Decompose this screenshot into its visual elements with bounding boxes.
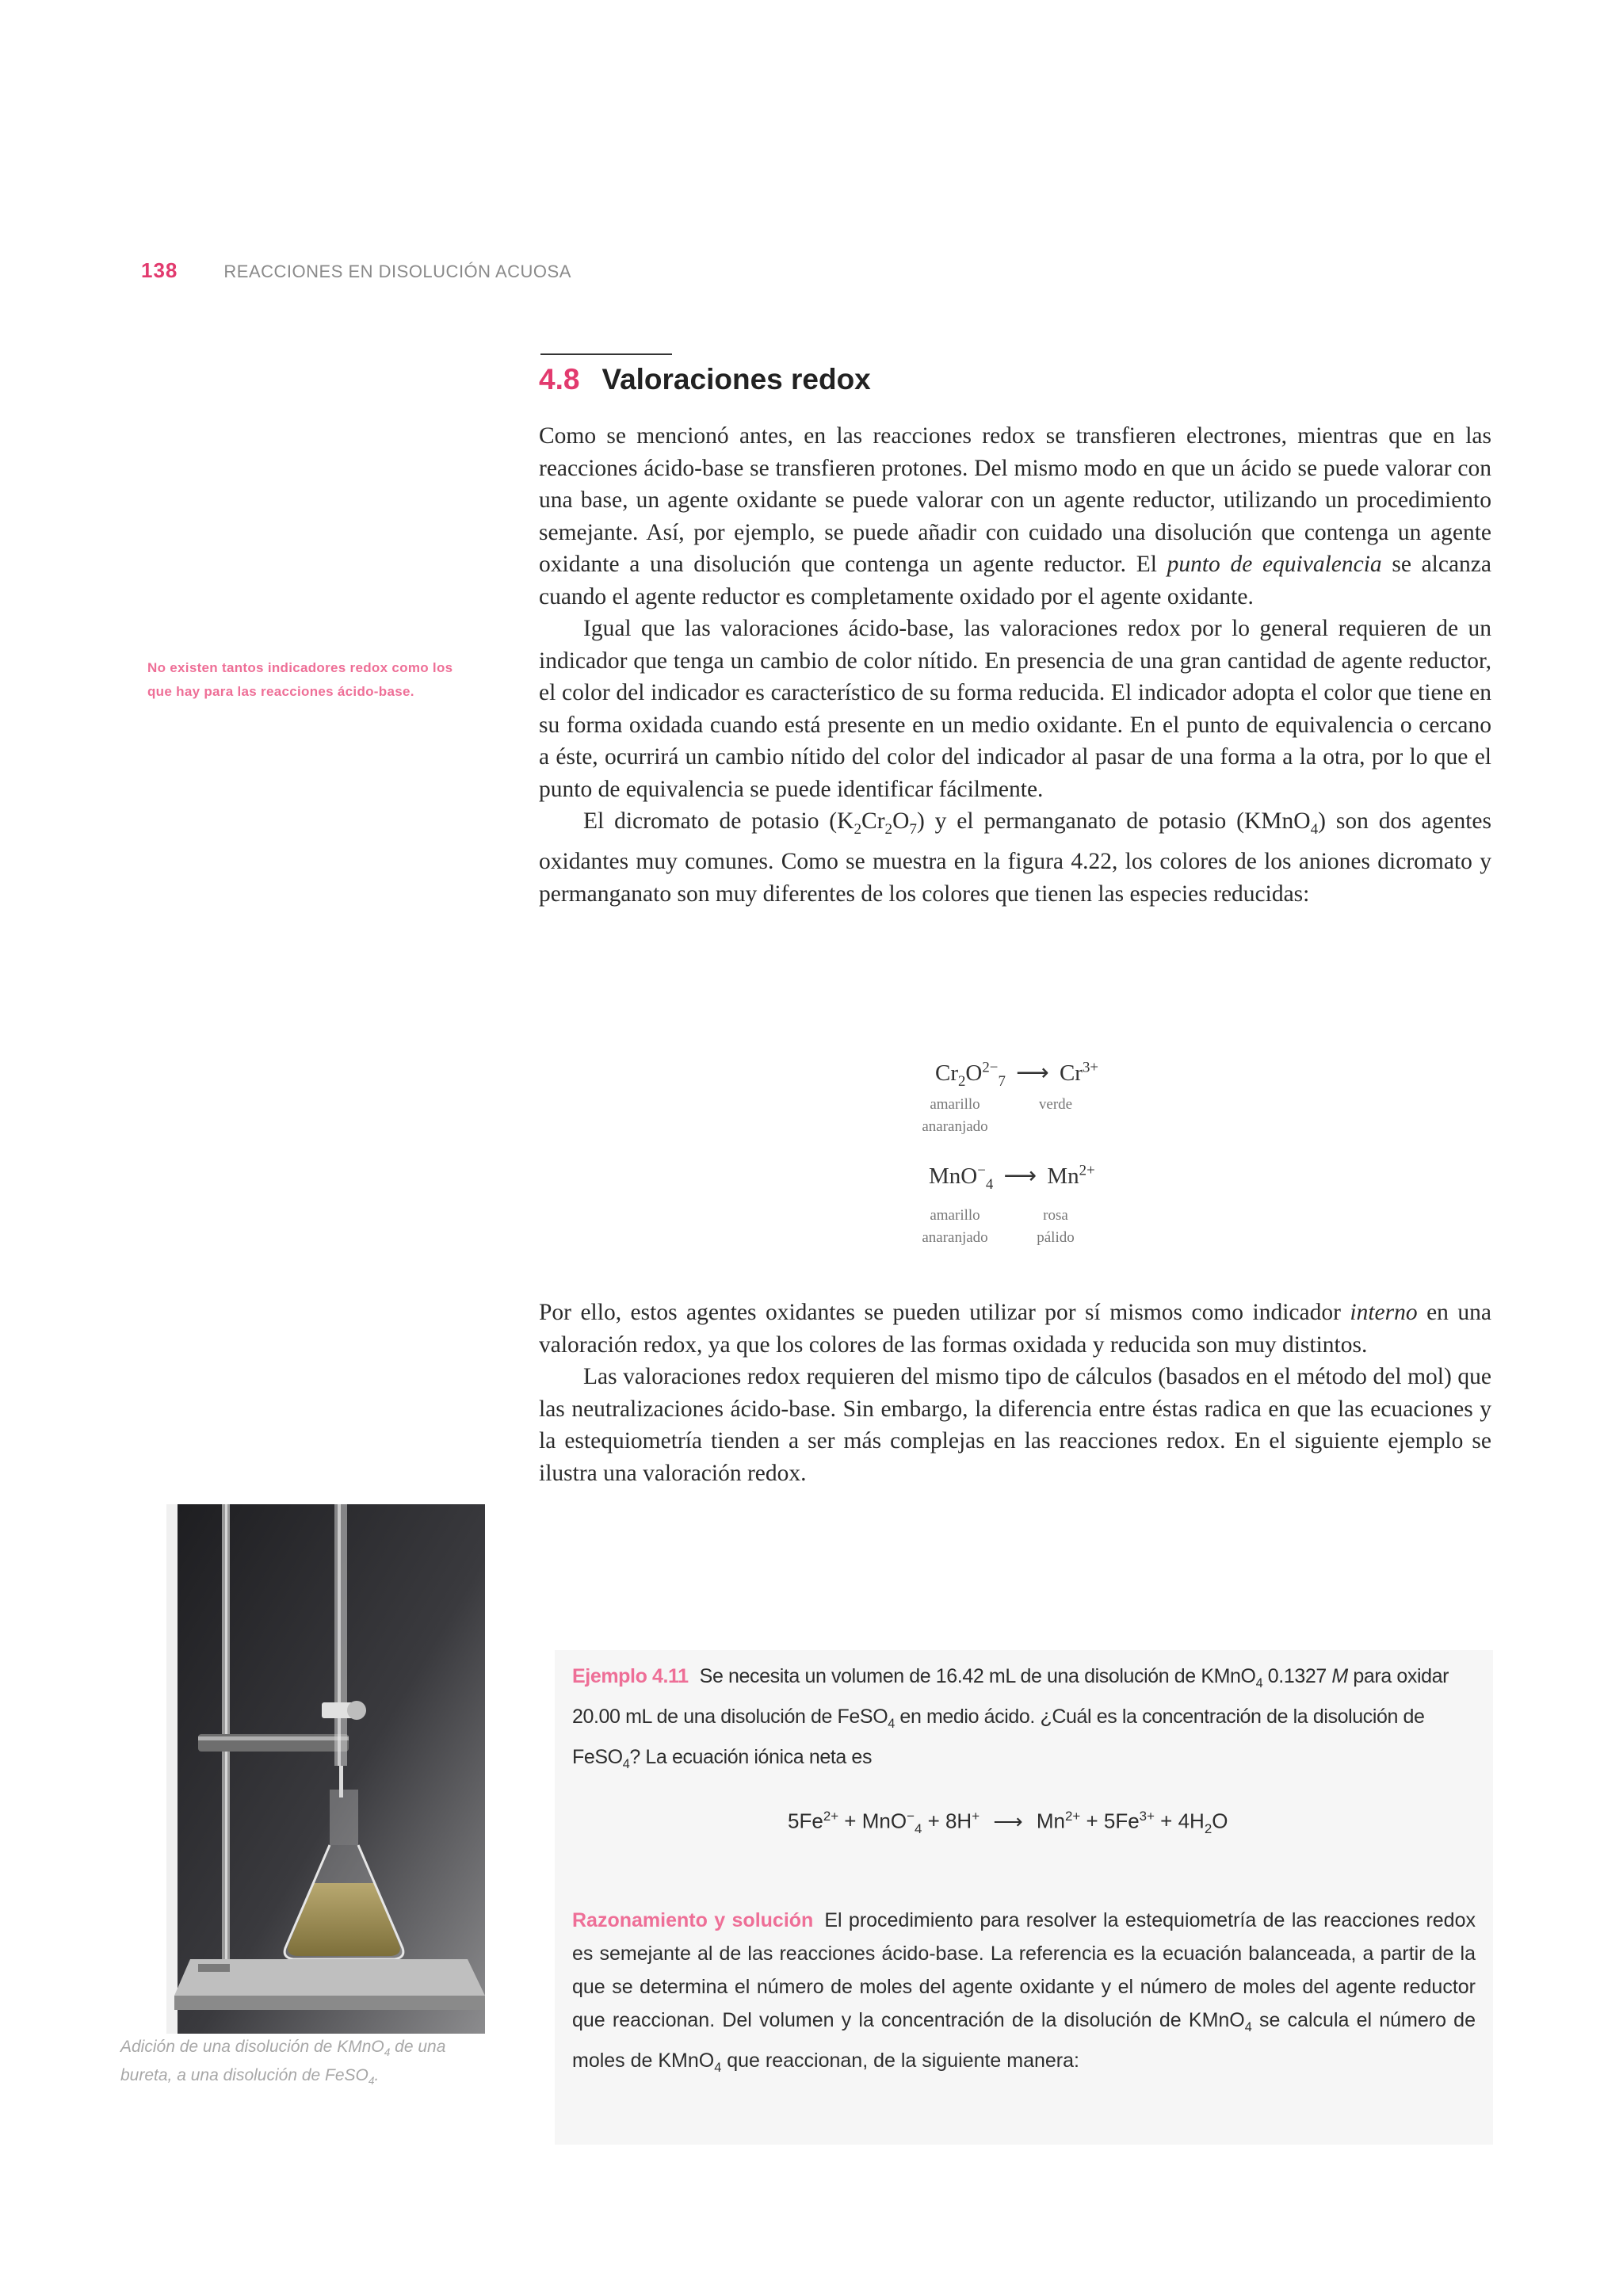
photo-caption: Adición de una disolución de KMnO$_4$ de una bureta, a una disolución de FeSO$_4$. <box>120 2038 446 2088</box>
running-head: REACCIONES EN DISOLUCIÓN ACUOSA <box>223 262 571 281</box>
reaction-2-left-label: amarillo anaranjado <box>922 1207 988 1246</box>
margin-note: No existen tantos indicadores redox como los que hay para las reacciones ácido-base. <box>147 660 453 699</box>
body-text <box>539 420 1491 910</box>
reaction-scheme <box>911 1059 1117 1273</box>
net-ionic-equation: $5Fe^{2+} + MnO^-_4 + 8H^+$ ⟶ $Mn^{2+} + 5Fe^{3+} + 4H_2O$ <box>788 1809 1228 1836</box>
reaction-arrow: ⟶ <box>1003 1163 1037 1189</box>
example-statement: Ejemplo 4.11 Se necesita un volumen de 16.42 mL de una disolución de KMnO$_4$ 0.1327 M para oxidar 20.00 mL de una disolución de FeSO$_4$ en medio ácido. ¿Cuál es la concentración de la disolución de FeSO$_4$? La ecuación iónica neta es <box>572 1665 1449 1771</box>
equation-arrow: ⟶ <box>993 1809 1023 1833</box>
body-text-continued <box>539 1297 1491 1489</box>
reaction-1-left-label: amarillo anaranjado <box>922 1096 988 1135</box>
reaction-arrow: ⟶ <box>1016 1060 1049 1086</box>
reaction-2-right-label: rosa pálido <box>1037 1207 1075 1246</box>
reaction-1: $Cr_2O^{2-}_7$ ⟶ $Cr^{3+}$ <box>935 1059 1098 1090</box>
example-heading: Ejemplo 4.11 <box>572 1665 689 1687</box>
paragraph-2: Igual que las valoraciones ácido-base, las valoraciones redox por lo general requieren de un indicador que tenga un cambio de color nítido. En presencia de una gran cantidad de agente reductor, el color del indicador es característico de su forma reducida. El indicador adopta el color que tiene en su forma oxidada cuando está presente en un medio oxidante. En el punto de equivalencia o cercano a éste, ocurrirá un cambio nítido del color del indicador al pasar de una forma a la otra, por lo que el punto de equivalencia se puede identificar fácilmente. <box>539 616 1491 802</box>
section-heading <box>539 363 871 396</box>
paragraph-1: Como se mencionó antes, en las reacciones redox se transfieren electrones, mientras que en las reacciones ácido-base se transfieren protones. Del mismo modo en que un ácido se puede valorar con una base, un agente oxidante se puede valorar con un agente reductor, utilizando un procedimiento semejante. Así, por ejemplo, se puede añadir con cuidado una disolución que contenga un agente oxidante a una disolución que contenga un agente reductor. El punto de equivalencia se alcanza cuando el agente reductor es completamente oxidado por el agente oxidante. <box>539 423 1491 609</box>
reaction-2: MnO−$_4$ ⟶ $Mn^{2+}$ <box>929 1162 1095 1193</box>
reasoning-heading: Razonamiento y solución <box>572 1909 814 1931</box>
paragraph-4: Por ello, estos agentes oxidantes se pueden utilizar por sí mismos como indicador interno en una valoración redox, ya que los colores de las formas oxidada y reducida son muy distintos. <box>539 1300 1492 1358</box>
page-header <box>141 258 571 283</box>
reasoning-solution: Razonamiento y solución El procedimiento para resolver la estequiometría de las reacciones redox es semejante al de las reacciones ácido-base. La referencia es la ecuación balanceada, a partir de la que se determina el número de moles del agente oxidante y el número de moles del agente reductor que reaccionan. Del volumen y la concentración de la disolución de KMnO$_4$ se calcula el número de moles de KMnO$_4$ que reaccionan, de la siguiente manera: <box>572 1909 1476 2075</box>
paragraph-5: Las valoraciones redox requieren del mismo tipo de cálculos (basados en el método del mol) que las neutralizaciones ácido-base. Sin embargo, la diferencia entre éstas radica en que las ecuaciones y la estequiometría tienden a ser más complejas en las reacciones redox. En el siguiente ejemplo se ilustra una valoración redox. <box>539 1364 1491 1486</box>
reaction-1-right-label: verde <box>1038 1096 1073 1113</box>
page-number: 138 <box>141 258 178 282</box>
section-rule <box>540 353 672 355</box>
section-title: Valoraciones redox <box>601 363 871 395</box>
titration-illustration <box>166 1504 485 2034</box>
titration-photo <box>166 1504 485 2034</box>
paragraph-3: El dicromato de potasio $(K_2Cr_2O_7)$ y el permanganato de potasio (KMnO$_4$) son dos agentes oxidantes muy comunes. Como se muestra en la figura 4.22, los colores de los aniones dicromato y permanganato son muy diferentes de los colores que tienen las especies reducidas: <box>539 808 1491 907</box>
section-number: 4.8 <box>539 363 580 395</box>
